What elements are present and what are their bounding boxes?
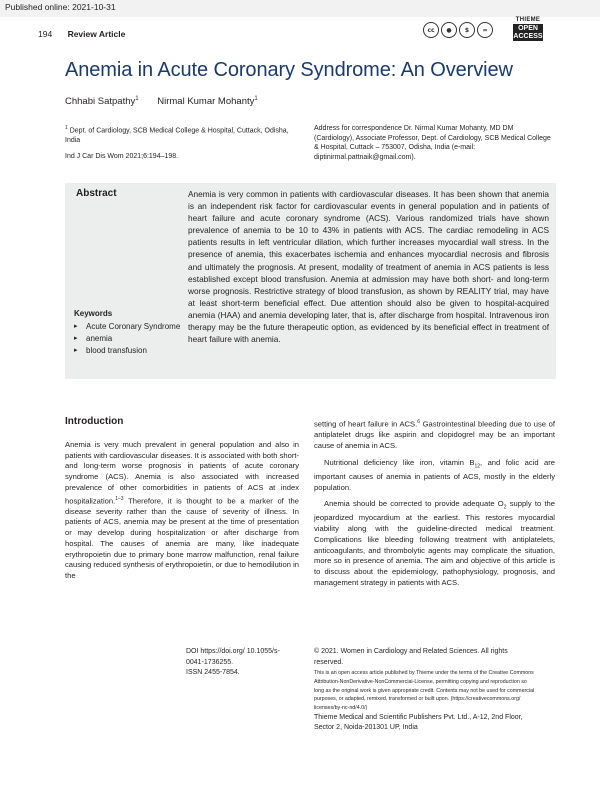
author-list: [65, 96, 258, 107]
open-access-badge: [513, 24, 543, 41]
running-header: [38, 29, 125, 39]
paragraph-text: Anemia should be corrected to provide adequate O: [324, 499, 504, 509]
keyword-item: ▸ Acute Coronary Syndrome: [74, 321, 182, 333]
license-icons: [423, 22, 493, 38]
paragraph-text: setting of heart failure in ACS.: [314, 419, 418, 429]
author-affiliation-mark: 1: [254, 96, 258, 102]
keyword-item: ▸ anemia: [74, 333, 182, 345]
access-label: ACCESS: [513, 32, 543, 40]
introduction-heading: Introduction: [65, 416, 124, 427]
paragraph-text: supply to the jeopardized myocardium at the earliest. This restores myocardial viability along with the guideline-directed medical treatment. Complications like bleeding following treatment with antiplatelets, anticoagulants, and thrombolytic agents may complicate the situation, more so in presence of anemia. The aim and objective of this article is to discuss about the epidemiology, pathophysiology, prognosis, and management strategy in patients with ACS.: [314, 499, 556, 587]
copyright-block: [314, 647, 536, 734]
subscript: 12: [474, 463, 481, 470]
keyword-item: ▸ blood transfusion: [74, 345, 182, 357]
cc-icon: cc: [423, 22, 439, 38]
abstract-box: [65, 183, 556, 379]
citation-mark: 1–3: [115, 495, 124, 502]
paragraph-text: Gastrointestinal bleeding due to use of antiplatelet drugs like aspirin and clopidogrel may be an important cause of anemia in ACS.: [314, 419, 555, 450]
paragraph-text: Anemia is very much prevalent in general population and also in patients with cardiovascular diseases. It is associated with both short- and long-term worse prognosis in patients of acute coronary syndrome (ACS). Anemia is also associated with increased prevalence of other comorbidities in patients of ACS at index hospitalization.: [65, 440, 299, 506]
article-title: Anemia in Acute Coronary Syndrome: An Overview: [65, 59, 513, 81]
published-date: Published online: 2021-10-31: [5, 2, 116, 12]
section-label: Review Article: [67, 29, 126, 39]
journal-citation: Ind J Car Dis Wom 2021;6:194–198.: [65, 153, 179, 160]
affiliation-text: Dept. of Cardiology, SCB Medical College & Hospital, Cuttack, Odisha, India: [65, 127, 289, 144]
keywords-heading: Keywords: [74, 309, 113, 318]
affiliation: [65, 124, 295, 145]
body-column-left: [65, 440, 299, 582]
author-affiliation-mark: 1: [135, 96, 139, 102]
paragraph-text: Therefore, it is thought to be a marker of the disease severity rather than the cause of severity of illness. In patients of ACS, anemia may be present at the time of presentation or may develop during hospitalization or after discharge from hospital. The causes of anemia are many, like inadequate erythropoietin due to primary bone marrow malfunction, renal failure causing reduced synthesis of erythropoietin, or due to hemodilution in the: [65, 496, 299, 580]
doi-text: DOI https://doi.org/ 10.1055/s-0041-1736255.: [186, 648, 280, 666]
abstract-text: Anemia is very common in patients with cardiovascular diseases. It has been shown that anemia is an independent risk factor for cardiovascular events in general population and in patients of heart failure and acute coronary syndrome (ACS). Various randomized trials have shown prevalence of anemia to be 10 to 43% in patients with ACS. The cardiac remodeling in ACS patients results in left ventricular dilation, which further increases myocardial wall stress. In the presence of anemia, this exacerbates ischemia and enhances myocardial necrosis and fibrosis and ultimately the prognosis. At present, modality of treatment of anemia in ACS patients is less established except blood transfusion. Anemia at admission may have both short- and long-term worse prognosis. Restrictive strategy of blood transfusion, as shown by REALITY trial, may have at least short-term beneficial effect. Due attention should also be given to hospital-acquired anemia (HAA) and anemia developing later, that is, after discharge from hospital. Intravenous iron therapy may be the future therapeutic option, as evidenced by its beneficial effect in treatment of heart failure with anemia.: [188, 189, 549, 345]
author-name: Nirmal Kumar Mohanty: [157, 96, 255, 108]
publisher-address: Thieme Medical and Scientific Publishers Pvt. Ltd., A-12, 2nd Floor, Sector 2, Noida-201301 UP, India: [314, 713, 523, 732]
subscript: 2: [503, 504, 507, 511]
nc-icon: $: [459, 22, 475, 38]
nd-icon: =: [477, 22, 493, 38]
issn-text: ISSN 2455-7854.: [186, 669, 240, 676]
by-icon: ●: [441, 22, 457, 38]
page-number: 194: [38, 29, 53, 39]
intro-paragraph-3: [314, 499, 555, 588]
intro-paragraph-2: [314, 458, 555, 494]
author-name: Chhabi Satpathy: [65, 96, 136, 108]
abstract-heading: Abstract: [76, 188, 117, 199]
license-text: This is an open access article published by Thieme under the terms of the Creative Commons Attribution-NonDerivative-NonCommercial-License, permitting copying and reproduction so long as the original work is given appropriate credit. Contents may not be used for commercial purposes, or adapted, remixed, transformed or built upon. (https://creativecommons.org/ licenses/by-nc-nd/4.0/): [314, 670, 535, 712]
copyright-text: © 2021. Women in Cardiology and Related Sciences. All rights reserved.: [314, 648, 508, 666]
doi-block: [186, 647, 296, 679]
open-label: OPEN: [518, 25, 538, 32]
intro-paragraph-1: [65, 440, 299, 582]
citation-mark: 6: [417, 419, 420, 425]
thieme-open-access-logo: [513, 17, 543, 41]
published-banner: [0, 0, 600, 17]
body-column-right: [314, 417, 555, 588]
affiliation-mark: 1: [65, 125, 68, 131]
intro-paragraph-1-continued: [314, 417, 555, 452]
correspondence-address: Address for correspondence Dr. Nirmal Kumar Mohanty, MD DM (Cardiology), Associate Professor, Dept. of Cardiology, SCB Medical College & Hospital, Cuttack – 753007, Odisha, India (e-mail: diptinirmal.pattnaik@gmail.com).: [314, 125, 551, 161]
keywords-list: [74, 321, 182, 358]
paragraph-text: Nutritional deficiency like iron, vitamin B: [324, 457, 475, 467]
thieme-wordmark: THIEME: [515, 17, 541, 23]
paragraph-text: , and folic acid are important causes of anemia in patients of ACS, mostly in the elderly population.: [314, 457, 555, 492]
